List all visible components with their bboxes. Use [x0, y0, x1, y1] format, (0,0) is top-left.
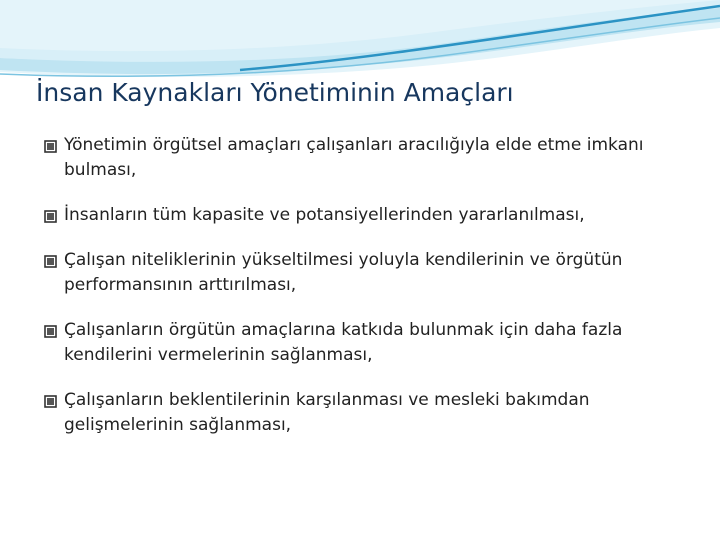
list-item	[44, 388, 674, 438]
checkbox-square-icon	[44, 210, 57, 223]
list-item	[44, 203, 674, 228]
bullet-text: Çalışanların örgütün amaçlarına katkıda bulunmak için daha fazla kendilerini vermelerinin sağlanması,	[64, 320, 623, 365]
checkbox-square-icon	[44, 140, 57, 153]
slide-title: İnsan Kaynakları Yönetiminin Amaçları	[36, 78, 514, 107]
list-item	[44, 248, 674, 298]
checkbox-square-icon	[44, 325, 57, 338]
list-item	[44, 133, 674, 183]
bullet-text: İnsanların tüm kapasite ve potansiyellerinden yararlanılması,	[64, 205, 585, 225]
bullet-list	[44, 133, 674, 458]
checkbox-square-icon	[44, 255, 57, 268]
list-item	[44, 318, 674, 368]
bullet-text: Yönetimin örgütsel amaçları çalışanları aracılığıyla elde etme imkanı bulması,	[64, 135, 644, 180]
bullet-text: Çalışan niteliklerinin yükseltilmesi yoluyla kendilerinin ve örgütün performansının arttırılması,	[64, 250, 623, 295]
checkbox-square-icon	[44, 395, 57, 408]
bullet-text: Çalışanların beklentilerinin karşılanması ve mesleki bakımdan gelişmelerinin sağlanması,	[64, 390, 590, 435]
